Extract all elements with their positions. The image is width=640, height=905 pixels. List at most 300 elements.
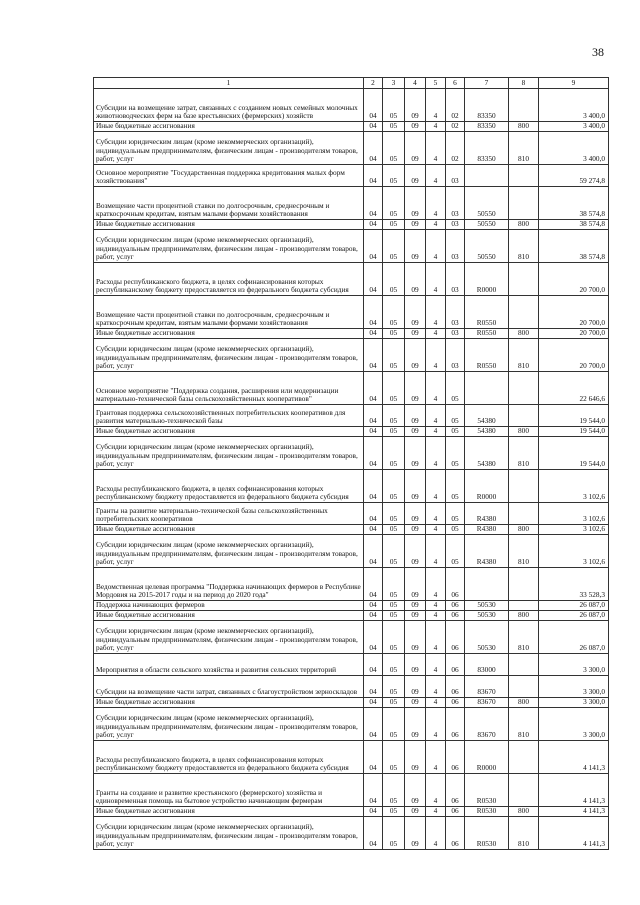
row-expense-type-cell — [509, 405, 539, 427]
row-code-cell: 4 — [426, 601, 446, 611]
row-name-cell: Гранты на создание и развитие крестьянского (фермерского) хозяйства и единовременная помощь на бытовое устройство начинающим фермерам — [94, 774, 364, 807]
row-code-cell: 06 — [446, 708, 465, 741]
row-amount-cell: 4 141,3 — [539, 774, 609, 807]
header-cell: 1 — [94, 78, 364, 89]
row-code-cell: 04 — [364, 187, 383, 220]
row-code-cell: 05 — [383, 165, 405, 187]
row-code-cell: 09 — [405, 676, 426, 698]
row-code-cell: 03 — [446, 165, 465, 187]
row-code-cell: 04 — [364, 405, 383, 427]
row-name-cell: Возмещение части процентной ставки по долгосрочным, среднесрочным и краткосрочным кредитам, взятым малыми формами хозяйствования — [94, 187, 364, 220]
row-code-cell: 4 — [426, 525, 446, 535]
row-code-cell: 06 — [446, 817, 465, 850]
row-expense-type-cell — [509, 568, 539, 601]
row-target-code-cell: 83350 — [465, 89, 509, 122]
row-name-cell: Ведомственная целевая программа "Поддержка начинающих фермеров в Республике Мордовия на 2015-2017 годы и на период до 2020 года" — [94, 568, 364, 601]
row-expense-type-cell — [509, 89, 539, 122]
row-code-cell: 4 — [426, 165, 446, 187]
row-code-cell: 06 — [446, 621, 465, 654]
row-code-cell: 05 — [383, 470, 405, 503]
row-amount-cell: 3 102,6 — [539, 470, 609, 503]
table-row — [94, 807, 609, 817]
row-target-code-cell: 50530 — [465, 611, 509, 621]
table-row — [94, 654, 609, 676]
row-code-cell: 05 — [446, 372, 465, 405]
row-expense-type-cell: 800 — [509, 427, 539, 437]
header-cell: 7 — [465, 78, 509, 89]
row-code-cell: 02 — [446, 132, 465, 165]
row-code-cell: 06 — [446, 774, 465, 807]
table-row — [94, 774, 609, 807]
row-amount-cell: 3 400,0 — [539, 89, 609, 122]
row-code-cell: 04 — [364, 220, 383, 230]
table-row — [94, 503, 609, 525]
table-row — [94, 437, 609, 470]
row-target-code-cell: 83670 — [465, 708, 509, 741]
row-amount-cell: 3 300,0 — [539, 676, 609, 698]
row-code-cell: 05 — [446, 405, 465, 427]
row-code-cell: 09 — [405, 817, 426, 850]
header-cell: 9 — [539, 78, 609, 89]
row-name-cell: Субсидии на возмещение части затрат, связанных с благоустройством зерноскладов — [94, 676, 364, 698]
row-name-cell: Субсидии юридическим лицам (кроме некоммерческих организаций), индивидуальным предпринимателям, физическим лицам - производителям товаров, работ, услуг — [94, 621, 364, 654]
row-name-cell: Субсидии юридическим лицам (кроме некоммерческих организаций), индивидуальным предпринимателям, физическим лицам - производителям товаров, работ, услуг — [94, 230, 364, 263]
row-code-cell: 04 — [364, 437, 383, 470]
row-code-cell: 09 — [405, 807, 426, 817]
row-code-cell: 09 — [405, 621, 426, 654]
row-name-cell: Субсидии юридическим лицам (кроме некоммерческих организаций), индивидуальным предпринимателям, физическим лицам - производителям товаров, работ, услуг — [94, 339, 364, 372]
row-amount-cell: 33 528,3 — [539, 568, 609, 601]
row-amount-cell: 20 700,0 — [539, 296, 609, 329]
row-amount-cell: 19 544,0 — [539, 427, 609, 437]
row-code-cell: 09 — [405, 774, 426, 807]
row-expense-type-cell — [509, 187, 539, 220]
row-code-cell: 09 — [405, 503, 426, 525]
row-code-cell: 4 — [426, 329, 446, 339]
row-name-cell: Иные бюджетные ассигнования — [94, 427, 364, 437]
row-code-cell: 02 — [446, 89, 465, 122]
row-code-cell: 04 — [364, 503, 383, 525]
row-code-cell: 05 — [383, 611, 405, 621]
header-cell: 8 — [509, 78, 539, 89]
header-cell: 3 — [383, 78, 405, 89]
row-amount-cell: 3 400,0 — [539, 132, 609, 165]
row-expense-type-cell — [509, 372, 539, 405]
row-target-code-cell: R0530 — [465, 774, 509, 807]
row-code-cell: 4 — [426, 372, 446, 405]
row-code-cell: 4 — [426, 187, 446, 220]
row-name-cell: Иные бюджетные ассигнования — [94, 698, 364, 708]
row-code-cell: 4 — [426, 122, 446, 132]
row-target-code-cell — [465, 165, 509, 187]
row-code-cell: 05 — [446, 437, 465, 470]
row-target-code-cell: 50530 — [465, 621, 509, 654]
row-code-cell: 05 — [383, 405, 405, 427]
row-expense-type-cell — [509, 601, 539, 611]
row-code-cell: 4 — [426, 132, 446, 165]
row-amount-cell: 3 400,0 — [539, 122, 609, 132]
row-code-cell: 09 — [405, 568, 426, 601]
row-target-code-cell: R0530 — [465, 817, 509, 850]
row-code-cell: 05 — [446, 503, 465, 525]
page-number: 38 — [592, 45, 604, 59]
row-target-code-cell: 83000 — [465, 654, 509, 676]
table-row — [94, 621, 609, 654]
table-row — [94, 568, 609, 601]
row-code-cell: 09 — [405, 263, 426, 296]
row-code-cell: 05 — [383, 807, 405, 817]
row-amount-cell: 26 087,0 — [539, 621, 609, 654]
row-code-cell: 05 — [383, 535, 405, 568]
row-code-cell: 06 — [446, 611, 465, 621]
row-name-cell: Субсидии юридическим лицам (кроме некоммерческих организаций), индивидуальным предпринимателям, физическим лицам - производителям товаров, работ, услуг — [94, 817, 364, 850]
row-code-cell: 06 — [446, 654, 465, 676]
table-row — [94, 525, 609, 535]
row-name-cell: Иные бюджетные ассигнования — [94, 220, 364, 230]
row-code-cell: 09 — [405, 122, 426, 132]
row-code-cell: 09 — [405, 339, 426, 372]
table-row — [94, 601, 609, 611]
row-expense-type-cell — [509, 263, 539, 296]
row-code-cell: 03 — [446, 230, 465, 263]
row-expense-type-cell — [509, 165, 539, 187]
row-name-cell: Возмещение части процентной ставки по долгосрочным, среднесрочным и краткосрочным кредитам, взятым малыми формами хозяйствования — [94, 296, 364, 329]
row-code-cell: 02 — [446, 122, 465, 132]
row-amount-cell: 3 102,6 — [539, 503, 609, 525]
row-code-cell: 09 — [405, 525, 426, 535]
row-name-cell: Расходы республиканского бюджета, в целях софинансирования которых республиканскому бюджету предоставляется из федерального бюджета субсидия — [94, 263, 364, 296]
row-code-cell: 09 — [405, 741, 426, 774]
header-cell: 2 — [364, 78, 383, 89]
table-row — [94, 339, 609, 372]
row-expense-type-cell: 810 — [509, 817, 539, 850]
row-code-cell: 05 — [383, 132, 405, 165]
table-header-row — [94, 78, 609, 89]
row-target-code-cell: 54380 — [465, 427, 509, 437]
row-code-cell: 4 — [426, 503, 446, 525]
row-code-cell: 09 — [405, 372, 426, 405]
table-row — [94, 427, 609, 437]
row-code-cell: 09 — [405, 220, 426, 230]
row-code-cell: 06 — [446, 698, 465, 708]
row-target-code-cell: R0550 — [465, 296, 509, 329]
budget-table — [93, 77, 609, 850]
row-code-cell: 4 — [426, 807, 446, 817]
header-cell: 5 — [426, 78, 446, 89]
row-amount-cell: 3 102,6 — [539, 535, 609, 568]
row-code-cell: 06 — [446, 568, 465, 601]
table-row — [94, 230, 609, 263]
row-code-cell: 05 — [383, 230, 405, 263]
row-target-code-cell: R0550 — [465, 339, 509, 372]
row-code-cell: 4 — [426, 220, 446, 230]
row-name-cell: Субсидии юридическим лицам (кроме некоммерческих организаций), индивидуальным предпринимателям, физическим лицам - производителям товаров, работ, услуг — [94, 708, 364, 741]
row-code-cell: 4 — [426, 405, 446, 427]
row-name-cell: Основное мероприятие "Государственная поддержка кредитования малых форм хозяйствования" — [94, 165, 364, 187]
row-code-cell: 09 — [405, 187, 426, 220]
row-code-cell: 05 — [383, 339, 405, 372]
row-code-cell: 05 — [383, 525, 405, 535]
row-code-cell: 4 — [426, 621, 446, 654]
row-target-code-cell: R0550 — [465, 329, 509, 339]
row-target-code-cell: R4380 — [465, 525, 509, 535]
row-name-cell: Иные бюджетные ассигнования — [94, 611, 364, 621]
row-code-cell: 4 — [426, 741, 446, 774]
row-code-cell: 09 — [405, 698, 426, 708]
header-cell: 4 — [405, 78, 426, 89]
table-row — [94, 817, 609, 850]
row-code-cell: 09 — [405, 296, 426, 329]
row-target-code-cell: R0000 — [465, 263, 509, 296]
table-row — [94, 220, 609, 230]
row-code-cell: 03 — [446, 296, 465, 329]
row-code-cell: 03 — [446, 220, 465, 230]
row-code-cell: 05 — [383, 741, 405, 774]
row-name-cell: Иные бюджетные ассигнования — [94, 329, 364, 339]
row-expense-type-cell: 810 — [509, 132, 539, 165]
row-code-cell: 05 — [383, 621, 405, 654]
row-code-cell: 05 — [383, 601, 405, 611]
row-name-cell: Субсидии юридическим лицам (кроме некоммерческих организаций), индивидуальным предпринимателям, физическим лицам - производителям товаров, работ, услуг — [94, 437, 364, 470]
row-code-cell: 4 — [426, 817, 446, 850]
row-code-cell: 4 — [426, 676, 446, 698]
row-expense-type-cell: 800 — [509, 807, 539, 817]
row-code-cell: 05 — [383, 708, 405, 741]
row-code-cell: 05 — [383, 122, 405, 132]
row-code-cell: 4 — [426, 774, 446, 807]
row-code-cell: 03 — [446, 187, 465, 220]
row-code-cell: 09 — [405, 405, 426, 427]
row-expense-type-cell: 800 — [509, 329, 539, 339]
row-target-code-cell: R0000 — [465, 741, 509, 774]
table-row — [94, 132, 609, 165]
row-amount-cell: 22 646,6 — [539, 372, 609, 405]
row-expense-type-cell: 800 — [509, 220, 539, 230]
row-expense-type-cell: 810 — [509, 621, 539, 654]
row-expense-type-cell: 800 — [509, 698, 539, 708]
row-code-cell: 09 — [405, 708, 426, 741]
row-target-code-cell: 83350 — [465, 132, 509, 165]
row-name-cell: Расходы республиканского бюджета, в целях софинансирования которых республиканскому бюджету предоставляется из федерального бюджета субсидия — [94, 741, 364, 774]
row-code-cell: 05 — [446, 535, 465, 568]
row-target-code-cell: 50550 — [465, 230, 509, 263]
row-amount-cell: 59 274,8 — [539, 165, 609, 187]
row-code-cell: 4 — [426, 427, 446, 437]
row-code-cell: 09 — [405, 535, 426, 568]
row-target-code-cell: R0530 — [465, 807, 509, 817]
row-amount-cell: 19 544,0 — [539, 405, 609, 427]
table-row — [94, 263, 609, 296]
row-code-cell: 06 — [446, 676, 465, 698]
row-name-cell: Субсидии юридическим лицам (кроме некоммерческих организаций), индивидуальным предпринимателям, физическим лицам - производителям товаров, работ, услуг — [94, 535, 364, 568]
row-code-cell: 4 — [426, 568, 446, 601]
row-target-code-cell: 50530 — [465, 601, 509, 611]
row-code-cell: 09 — [405, 470, 426, 503]
row-code-cell: 05 — [383, 654, 405, 676]
row-code-cell: 04 — [364, 817, 383, 850]
row-name-cell: Иные бюджетные ассигнования — [94, 525, 364, 535]
row-code-cell: 4 — [426, 339, 446, 372]
row-code-cell: 05 — [383, 296, 405, 329]
header-cell: 6 — [446, 78, 465, 89]
row-code-cell: 05 — [383, 437, 405, 470]
row-code-cell: 04 — [364, 263, 383, 296]
row-code-cell: 05 — [383, 372, 405, 405]
row-amount-cell: 3 300,0 — [539, 654, 609, 676]
table-row — [94, 296, 609, 329]
row-code-cell: 04 — [364, 741, 383, 774]
row-amount-cell: 3 102,6 — [539, 525, 609, 535]
row-name-cell: Грантовая поддержка сельскохозяйственных потребительских кооперативов для развития материально-технической базы — [94, 405, 364, 427]
row-code-cell: 4 — [426, 263, 446, 296]
row-code-cell: 04 — [364, 296, 383, 329]
table-row — [94, 676, 609, 698]
row-expense-type-cell: 800 — [509, 525, 539, 535]
row-code-cell: 04 — [364, 676, 383, 698]
row-name-cell: Иные бюджетные ассигнования — [94, 122, 364, 132]
row-amount-cell: 4 141,3 — [539, 741, 609, 774]
row-code-cell: 4 — [426, 89, 446, 122]
row-code-cell: 4 — [426, 296, 446, 329]
row-code-cell: 04 — [364, 230, 383, 263]
row-code-cell: 05 — [383, 187, 405, 220]
row-target-code-cell: 83670 — [465, 676, 509, 698]
row-expense-type-cell: 810 — [509, 437, 539, 470]
row-code-cell: 03 — [446, 263, 465, 296]
row-target-code-cell: R4380 — [465, 535, 509, 568]
row-code-cell: 09 — [405, 132, 426, 165]
row-name-cell: Иные бюджетные ассигнования — [94, 807, 364, 817]
row-code-cell: 05 — [383, 220, 405, 230]
row-expense-type-cell — [509, 296, 539, 329]
row-code-cell: 05 — [383, 698, 405, 708]
row-name-cell: Мероприятия в области сельского хозяйства и развития сельских территорий — [94, 654, 364, 676]
row-code-cell: 03 — [446, 339, 465, 372]
table-row — [94, 405, 609, 427]
row-code-cell: 04 — [364, 621, 383, 654]
row-code-cell: 04 — [364, 535, 383, 568]
row-amount-cell: 19 544,0 — [539, 437, 609, 470]
row-code-cell: 05 — [383, 817, 405, 850]
row-code-cell: 04 — [364, 372, 383, 405]
table-row — [94, 89, 609, 122]
row-target-code-cell: R4380 — [465, 503, 509, 525]
row-amount-cell: 20 700,0 — [539, 329, 609, 339]
row-amount-cell: 3 300,0 — [539, 698, 609, 708]
row-code-cell: 04 — [364, 427, 383, 437]
table-row — [94, 122, 609, 132]
row-code-cell: 09 — [405, 329, 426, 339]
row-target-code-cell — [465, 568, 509, 601]
row-expense-type-cell — [509, 676, 539, 698]
row-code-cell: 05 — [383, 263, 405, 296]
row-target-code-cell: 50550 — [465, 187, 509, 220]
row-code-cell: 05 — [446, 525, 465, 535]
row-code-cell: 09 — [405, 437, 426, 470]
row-code-cell: 4 — [426, 698, 446, 708]
table-row — [94, 708, 609, 741]
row-name-cell: Гранты на развитие материально-технической базы сельскохозяйственных потребительских кооперативов — [94, 503, 364, 525]
row-amount-cell: 26 087,0 — [539, 611, 609, 621]
row-code-cell: 04 — [364, 122, 383, 132]
row-name-cell: Поддержка начинающих фермеров — [94, 601, 364, 611]
table-row — [94, 372, 609, 405]
row-code-cell: 05 — [383, 774, 405, 807]
row-amount-cell: 26 087,0 — [539, 601, 609, 611]
row-code-cell: 04 — [364, 132, 383, 165]
table-row — [94, 698, 609, 708]
row-code-cell: 4 — [426, 708, 446, 741]
row-amount-cell: 20 700,0 — [539, 263, 609, 296]
table-row — [94, 611, 609, 621]
row-target-code-cell: R0000 — [465, 470, 509, 503]
table-row — [94, 470, 609, 503]
row-expense-type-cell: 800 — [509, 611, 539, 621]
row-code-cell: 09 — [405, 601, 426, 611]
row-code-cell: 06 — [446, 741, 465, 774]
row-amount-cell: 38 574,8 — [539, 187, 609, 220]
row-code-cell: 05 — [383, 427, 405, 437]
row-name-cell: Расходы республиканского бюджета, в целях софинансирования которых республиканскому бюджету предоставляется из федерального бюджета субсидия — [94, 470, 364, 503]
row-target-code-cell — [465, 372, 509, 405]
row-code-cell: 04 — [364, 654, 383, 676]
row-code-cell: 04 — [364, 89, 383, 122]
row-code-cell: 4 — [426, 535, 446, 568]
row-code-cell: 04 — [364, 568, 383, 601]
row-code-cell: 09 — [405, 230, 426, 263]
table-row — [94, 535, 609, 568]
row-target-code-cell: 83670 — [465, 698, 509, 708]
row-code-cell: 05 — [446, 470, 465, 503]
row-code-cell: 4 — [426, 611, 446, 621]
table-row — [94, 741, 609, 774]
row-code-cell: 09 — [405, 89, 426, 122]
row-code-cell: 04 — [364, 470, 383, 503]
row-code-cell: 09 — [405, 654, 426, 676]
row-code-cell: 06 — [446, 807, 465, 817]
row-expense-type-cell — [509, 654, 539, 676]
row-code-cell: 05 — [383, 568, 405, 601]
row-amount-cell: 38 574,8 — [539, 220, 609, 230]
row-name-cell: Основное мероприятие "Поддержка создания, расширения или модернизации материально-технической базы сельскохозяйственных кооперативов" — [94, 372, 364, 405]
row-expense-type-cell: 800 — [509, 122, 539, 132]
row-target-code-cell: 54380 — [465, 437, 509, 470]
row-expense-type-cell: 810 — [509, 535, 539, 568]
row-code-cell: 4 — [426, 437, 446, 470]
row-code-cell: 06 — [446, 601, 465, 611]
row-amount-cell: 4 141,3 — [539, 817, 609, 850]
row-code-cell: 09 — [405, 427, 426, 437]
row-code-cell: 4 — [426, 654, 446, 676]
row-code-cell: 09 — [405, 165, 426, 187]
row-code-cell: 05 — [383, 676, 405, 698]
row-target-code-cell: 50550 — [465, 220, 509, 230]
row-code-cell: 4 — [426, 230, 446, 263]
row-code-cell: 04 — [364, 525, 383, 535]
row-code-cell: 04 — [364, 774, 383, 807]
row-amount-cell: 38 574,8 — [539, 230, 609, 263]
row-code-cell: 04 — [364, 708, 383, 741]
row-code-cell: 03 — [446, 329, 465, 339]
row-name-cell: Субсидии юридическим лицам (кроме некоммерческих организаций), индивидуальным предпринимателям, физическим лицам - производителям товаров, работ, услуг — [94, 132, 364, 165]
row-code-cell: 05 — [383, 503, 405, 525]
row-expense-type-cell — [509, 774, 539, 807]
row-expense-type-cell: 810 — [509, 230, 539, 263]
row-code-cell: 04 — [364, 329, 383, 339]
row-expense-type-cell: 810 — [509, 339, 539, 372]
table-row — [94, 187, 609, 220]
row-code-cell: 05 — [383, 329, 405, 339]
